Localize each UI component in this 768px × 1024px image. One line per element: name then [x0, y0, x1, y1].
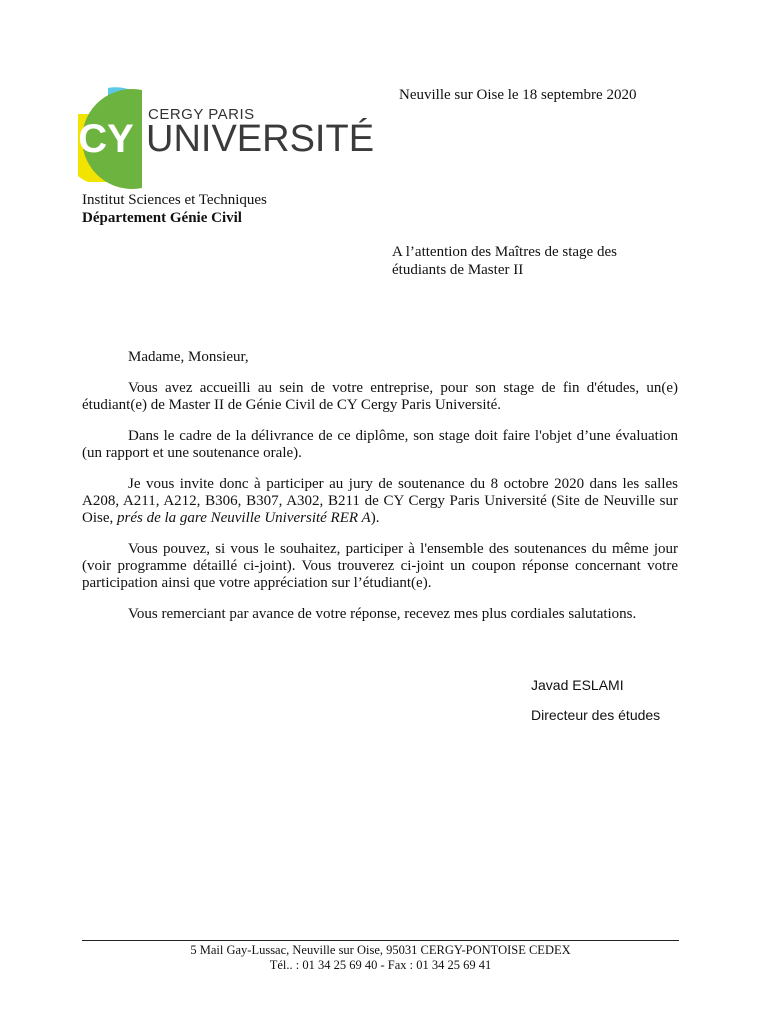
letter-body — [82, 349, 678, 637]
cy-logo-mark-icon — [78, 86, 142, 192]
footer-address: 5 Mail Gay-Lussac, Neuville sur Oise, 95031 CERGY-PONTOISE CEDEX — [190, 943, 571, 957]
logo-brand-main: UNIVERSITÉ — [146, 118, 375, 160]
signature-block — [531, 675, 660, 725]
paragraph-3 — [82, 476, 678, 527]
logo-mark-text: CY — [78, 117, 134, 161]
university-logo — [78, 86, 375, 192]
paragraph-3-location: prés de la gare Neuville Université RER A — [117, 510, 371, 526]
paragraph-5: Vous remerciant par avance de votre réponse, recevez mes plus cordiales salutations. — [128, 606, 637, 622]
footer-divider — [82, 940, 679, 941]
salutation: Madame, Monsieur, — [128, 349, 249, 365]
paragraph-2: Dans le cadre de la délivrance de ce diplôme, son stage doit faire l'objet d’une évaluation (un rapport et une soutenance orale). — [82, 428, 678, 461]
institute-name: Institut Sciences et Techniques — [82, 192, 267, 208]
letter-place-date: Neuville sur Oise le 18 septembre 2020 — [399, 87, 637, 103]
sender-block — [82, 191, 267, 227]
paragraph-3-end: ). — [370, 510, 380, 526]
footer — [82, 943, 679, 973]
footer-phone: Tél.. : 01 34 25 69 40 - Fax : 01 34 25 69 41 — [269, 958, 492, 972]
logo-brand-top: CERGY PARIS — [148, 106, 255, 123]
signatory-name: Javad ESLAMI — [531, 677, 624, 693]
recipient-block: A l’attention des Maîtres de stage des étudiants de Master II — [392, 244, 617, 278]
paragraph-4: Vous pouvez, si vous le souhaitez, participer à l'ensemble des soutenances du même jour (voir programme détaillé ci-joint). Vous trouverez ci-joint un coupon réponse concernant votre participation ainsi que votre appréciation sur l’étudiant(e). — [82, 541, 678, 591]
department-name: Département Génie Civil — [82, 210, 242, 226]
paragraph-3-main: Je vous invite donc à participer au jury de soutenance du 8 octobre 2020 dans les salles A208, A211, A212, B306, B307, A302, B211 de CY Cergy Paris Université (Site de Neuville sur Oise, — [82, 476, 678, 526]
paragraph-1: Vous avez accueilli au sein de votre entreprise, pour son stage de fin d'études, un(e) étudiant(e) de Master II de Génie Civil de CY Cergy Paris Université. — [82, 380, 678, 413]
signatory-title: Directeur des études — [531, 707, 661, 723]
